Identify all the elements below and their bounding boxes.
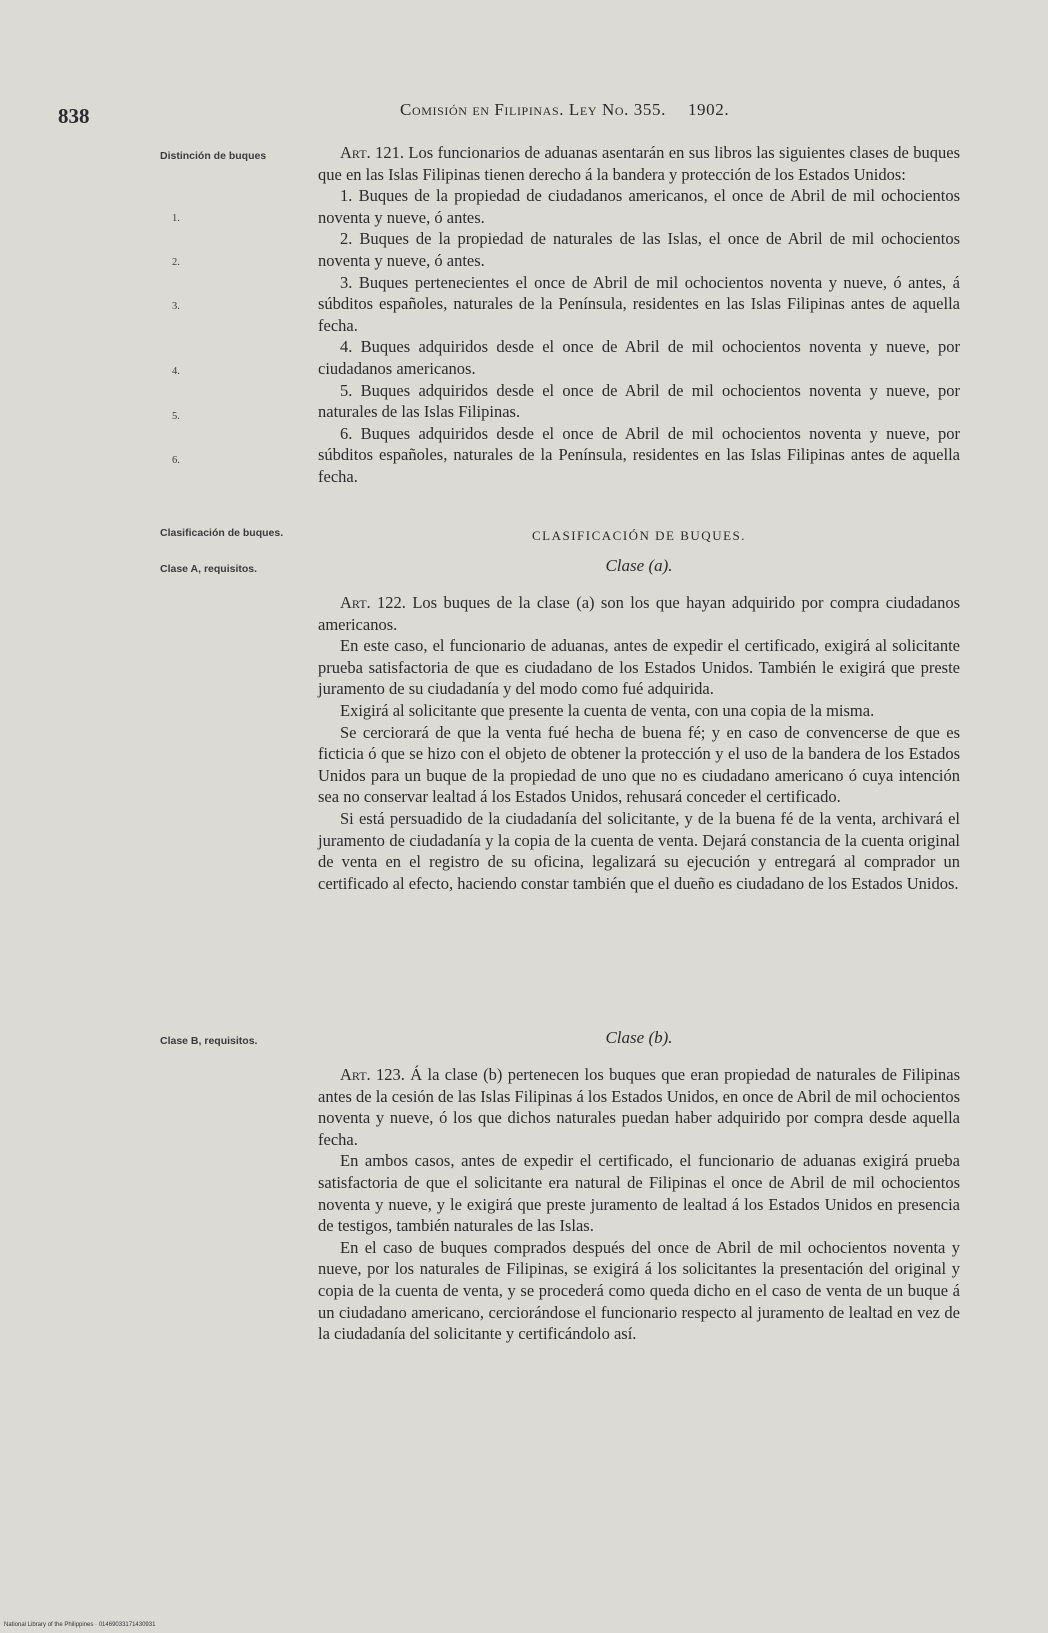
- header-year: 1902.: [687, 100, 730, 119]
- article-label: Art. 122.: [340, 593, 406, 612]
- paragraph: En ambos casos, antes de expedir el certificado, el funcionario de aduanas exigirá prueba satisfactoria de que el solicitante era natural de Filipinas el once de Abril de mil ochocientos noventa y nueve, y le exigirá que preste juramento de lealtad á los Estados Unidos en presencia de testigos, también naturales de las Islas.: [318, 1151, 960, 1236]
- paragraph: Exigirá al solicitante que presente la cuenta de venta, con una copia de la misma.: [340, 700, 875, 720]
- margin-note-clase-b: Clase B, requisitos.: [160, 1035, 258, 1047]
- article-121: [318, 142, 960, 488]
- section-title: CLASIFICACIÓN DE BUQUES.: [531, 528, 747, 543]
- article-intro: Los funcionarios de aduanas asentarán en sus libros las siguientes clases de buques que en las Islas Filipinas tienen derecho á la bandera y protección de los Estados Unidos:: [318, 143, 961, 184]
- article-label: Art. 121.: [340, 143, 404, 162]
- list-item: 3. Buques pertenecientes el once de Abril de mil ochocientos noventa y nueve, ó antes, á súbditos españoles, naturales de la Península, residentes en las Islas Filipinas antes de aquella fecha.: [318, 272, 960, 335]
- article-123: [318, 1064, 960, 1345]
- paragraph: Se cerciorará de que la venta fué hecha de buena fé; y en caso de convencerse de que es ficticia ó que se hizo con el objeto de obtener la protección y el uso de la bandera de los Estados Unidos para un buque de la propiedad de uno que no es ciudadano americano ó cuya intención sea no conservar lealtad á los Estados Unidos, rehusará conceder el certificado.: [318, 722, 960, 807]
- page-number: 838: [58, 104, 90, 128]
- margin-number-4: 4.: [172, 366, 180, 377]
- footer-watermark: National Library of the Philippines · 01469033171430931: [4, 1622, 156, 1628]
- margin-number-2: 2.: [172, 257, 180, 268]
- margin-note-clase-a: Clase A, requisitos.: [160, 563, 258, 575]
- paragraph: Si está persuadido de la ciudadanía del solicitante, y de la buena fé de la venta, archivará el juramento de ciudadanía y la copia de la cuenta de venta. Dejará constancia de la cuenta original de venta en el registro de su oficina, legalizará su ejecución y entregará al comprador un certificado al efecto, haciendo constar también que el dueño es ciudadano de los Estados Unidos.: [318, 808, 960, 893]
- running-title: Comisión en Filipinas. Ley No. 355.: [400, 100, 666, 119]
- list-item: 5. Buques adquiridos desde el once de Abril de mil ochocientos noventa y nueve, por naturales de las Islas Filipinas.: [318, 380, 960, 422]
- running-header: [400, 100, 729, 120]
- list-item: 6. Buques adquiridos desde el once de Abril de mil ochocientos noventa y nueve, por súbditos españoles, naturales de la Península, residentes en las Islas Filipinas antes de aquella fecha.: [318, 423, 960, 486]
- margin-note-clasificacion: Clasificación de buques.: [160, 527, 284, 539]
- paragraph: Á la clase (b) pertenecen los buques que eran propiedad de naturales de Filipinas antes de la cesión de las Islas Filipinas á los Estados Unidos, en once de Abril de mil ochocientos noventa y nueve, ó los que dichos naturales puedan haber adquirido por compra desde aquella fecha.: [318, 1065, 961, 1149]
- paragraph: En este caso, el funcionario de aduanas, antes de expedir el certificado, exigirá al solicitante prueba satisfactoria de que es ciudadano de los Estados Unidos. También le exigirá que preste juramento de su ciudadanía y del modo como fué adquirida.: [318, 636, 960, 699]
- list-item: 2. Buques de la propiedad de naturales de las Islas, el once de Abril de mil ochocientos noventa y nueve, ó antes.: [318, 229, 960, 270]
- subsection-title-clase-a: Clase (a).: [605, 556, 673, 575]
- paragraph: Los buques de la clase (a) son los que hayan adquirido por compra ciudadanos americanos.: [318, 593, 960, 634]
- margin-note-distincion: Distinción de buques: [160, 150, 267, 162]
- margin-number-1: 1.: [172, 213, 180, 224]
- subsection-title-clase-b: Clase (b).: [605, 1028, 673, 1047]
- margin-number-3: 3.: [172, 301, 180, 312]
- list-item: 1. Buques de la propiedad de ciudadanos americanos, el once de Abril de mil ochocientos noventa y nueve, ó antes.: [318, 186, 960, 227]
- paragraph: En el caso de buques comprados después del once de Abril de mil ochocientos noventa y nueve, por los naturales de Filipinas, se exigirá á los solicitantes la presentación del original y copia de la cuenta de venta, y se procederá como queda dicho en el caso de venta de un buque á un ciudadano americano, cerciorándose el funcionario respecto al juramento de lealtad en vez de la ciudadanía del solicitante y certificándolo así.: [318, 1237, 960, 1344]
- margin-number-5: 5.: [172, 411, 180, 422]
- article-label: Art. 123.: [340, 1065, 405, 1084]
- margin-number-6: 6.: [172, 455, 180, 466]
- article-122: [318, 592, 960, 894]
- list-item: 4. Buques adquiridos desde el once de Abril de mil ochocientos noventa y nueve, por ciudadanos americanos.: [318, 337, 960, 378]
